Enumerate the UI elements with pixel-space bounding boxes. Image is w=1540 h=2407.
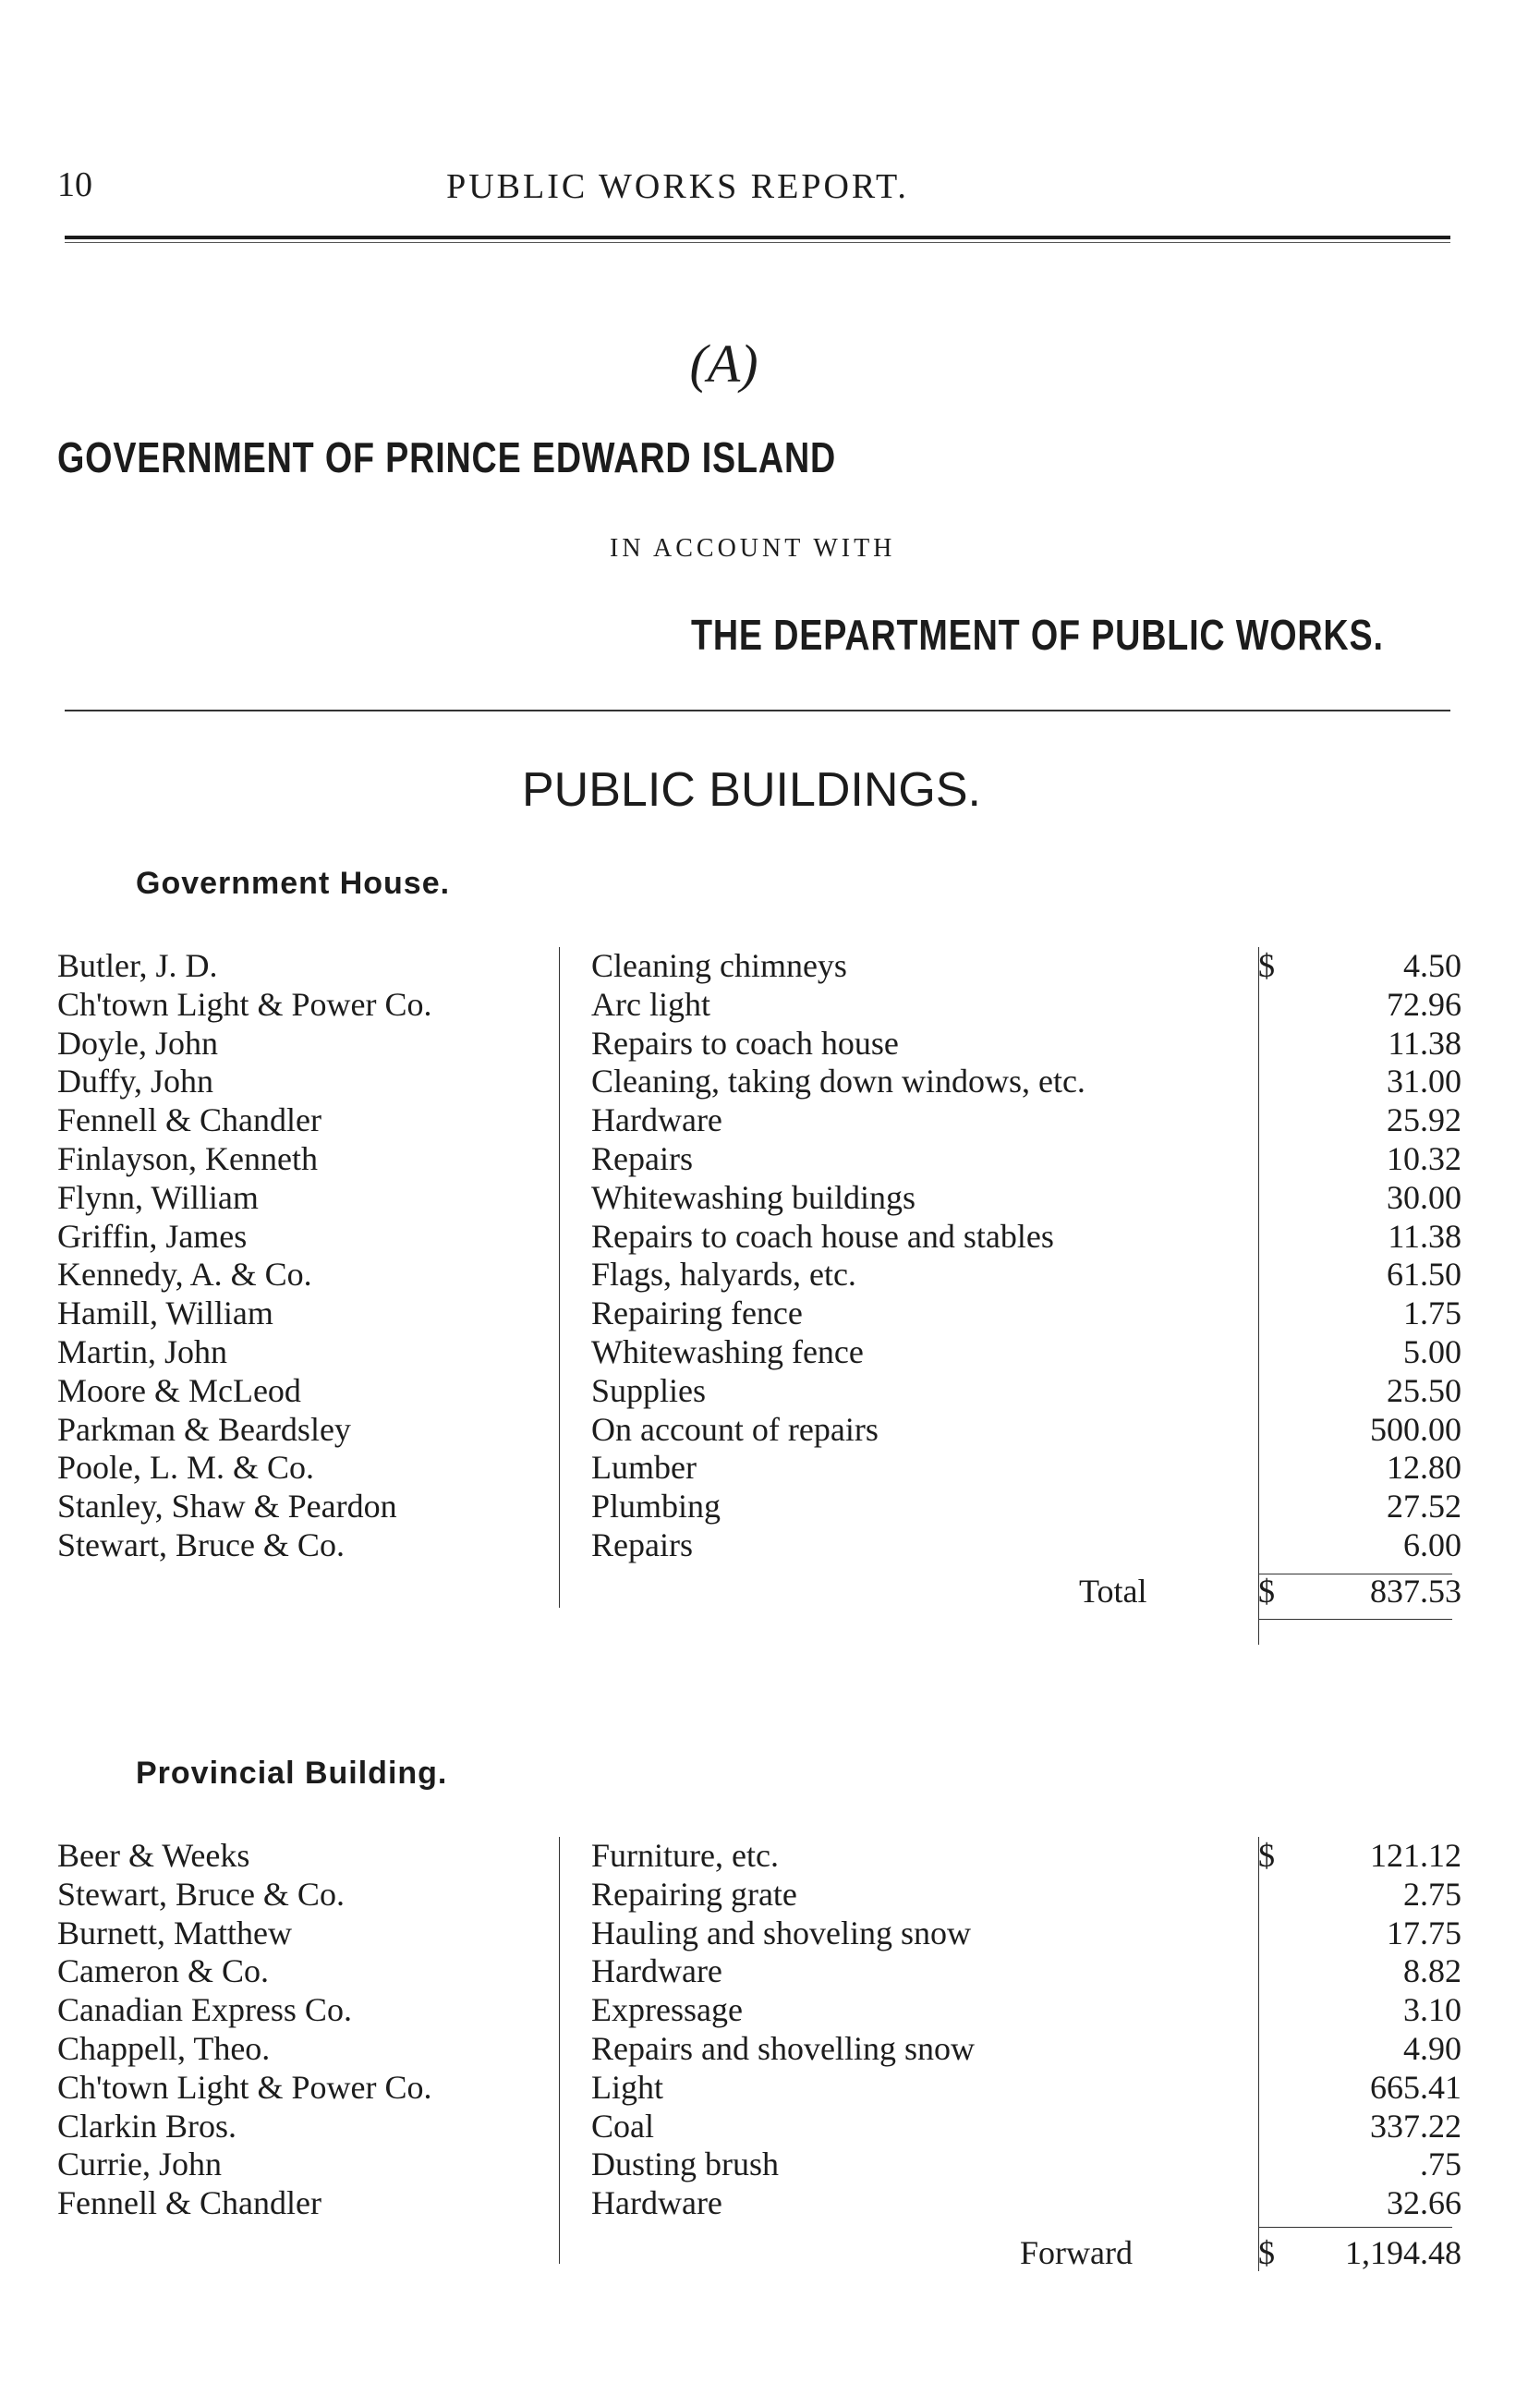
amount: 2.75: [1403, 1875, 1461, 1913]
item-description: Hardware: [591, 2184, 722, 2222]
table-row: [57, 1526, 1461, 1565]
table-row: [57, 1101, 1461, 1140]
provincial-building-table: [57, 1837, 1461, 2223]
payee-name: Canadian Express Co.: [57, 1991, 352, 2029]
payee-name: Fennell & Chandler: [57, 1101, 321, 1139]
item-description: Repairing grate: [591, 1875, 797, 1913]
table-row: [57, 947, 1461, 986]
item-description: Supplies: [591, 1371, 707, 1409]
table-row: [57, 1915, 1461, 1953]
amount: 12.80: [1387, 1449, 1461, 1487]
amount: 31.00: [1387, 1063, 1461, 1100]
amount: 500.00: [1370, 1410, 1461, 1448]
amount: 337.22: [1370, 2107, 1461, 2145]
table-row: [57, 1372, 1461, 1411]
amount: 32.66: [1387, 2184, 1461, 2222]
amount: 5.00: [1403, 1332, 1461, 1370]
amount: 30.00: [1387, 1178, 1461, 1216]
payee-name: Duffy, John: [57, 1063, 213, 1100]
forward-rule: [1258, 2227, 1452, 2228]
item-description: Repairs: [591, 1526, 693, 1563]
table-row: [57, 1991, 1461, 2030]
table-row: [57, 2069, 1461, 2108]
item-description: Hardware: [591, 1952, 722, 1990]
item-description: Arc light: [591, 985, 710, 1023]
table-row: [57, 1295, 1461, 1333]
header-rule-thin: [65, 242, 1450, 243]
item-description: On account of repairs: [591, 1410, 879, 1448]
item-description: Plumbing: [591, 1488, 721, 1526]
payee-name: Ch'town Light & Power Co.: [57, 985, 432, 1023]
amount: 11.38: [1388, 1217, 1461, 1255]
payee-name: Stanley, Shaw & Peardon: [57, 1488, 397, 1526]
payee-name: Martin, John: [57, 1332, 227, 1370]
payee-name: Doyle, John: [57, 1024, 218, 1062]
amount: 72.96: [1387, 985, 1461, 1023]
payee-name: Burnett, Matthew: [57, 1914, 292, 1951]
payee-name: Hamill, William: [57, 1295, 273, 1332]
in-account-with: IN ACCOUNT WITH: [610, 534, 896, 563]
amount: 3.10: [1403, 1991, 1461, 2029]
table-row: [57, 1333, 1461, 1372]
table-row: [57, 1140, 1461, 1179]
total-amount: 837.53: [1370, 1573, 1461, 1610]
table-row: [57, 1025, 1461, 1064]
table-row: [57, 2030, 1461, 2069]
table-row: [57, 986, 1461, 1025]
item-description: Expressage: [591, 1991, 743, 2029]
amount: 6.00: [1403, 1526, 1461, 1563]
table-row: [57, 2184, 1461, 2223]
payee-name: Moore & McLeod: [57, 1371, 301, 1409]
payee-name: Butler, J. D.: [57, 947, 218, 984]
dollar-sign: $: [1258, 1837, 1275, 1874]
payee-name: Ch'town Light & Power Co.: [57, 2068, 432, 2106]
item-description: Repairs to coach house: [591, 1024, 899, 1062]
item-description: Flags, halyards, etc.: [591, 1256, 856, 1294]
payee-name: Poole, L. M. & Co.: [57, 1449, 315, 1487]
amount: 10.32: [1387, 1139, 1461, 1177]
item-description: Whitewashing fence: [591, 1332, 864, 1370]
table-row: [57, 1411, 1461, 1450]
title-rule: [65, 710, 1450, 711]
forward-dollar: $: [1258, 2234, 1275, 2271]
table-row: [57, 1179, 1461, 1218]
payee-name: Cameron & Co.: [57, 1952, 269, 1990]
header-rule: [65, 236, 1450, 239]
amount: 4.90: [1403, 2029, 1461, 2067]
page-number: 10: [57, 165, 92, 204]
amount: 665.41: [1370, 2068, 1461, 2106]
item-description: Coal: [591, 2107, 654, 2145]
total-underline: [1258, 1619, 1452, 1620]
payee-name: Beer & Weeks: [57, 1837, 250, 1874]
amount: 4.50: [1403, 947, 1461, 984]
section-mark: (A): [689, 334, 758, 394]
forward-label: Forward: [1020, 2234, 1133, 2271]
payee-name: Parkman & Beardsley: [57, 1410, 351, 1448]
table-row: [57, 1837, 1461, 1876]
amount: 61.50: [1387, 1256, 1461, 1294]
provincial-building-heading: Provincial Building.: [136, 1756, 448, 1791]
forward-amount: 1,194.48: [1345, 2234, 1461, 2271]
item-description: Repairs to coach house and stables: [591, 1217, 1054, 1255]
item-description: Dusting brush: [591, 2146, 780, 2183]
table-row: [57, 1876, 1461, 1915]
item-description: Whitewashing buildings: [591, 1178, 916, 1216]
payee-name: Fennell & Chandler: [57, 2184, 321, 2222]
table-row: [57, 1449, 1461, 1488]
running-title: PUBLIC WORKS REPORT.: [446, 167, 909, 206]
total-dollar: $: [1258, 1573, 1275, 1610]
department-title: THE DEPARTMENT OF PUBLIC WORKS.: [691, 611, 1384, 659]
item-description: Cleaning, taking down windows, etc.: [591, 1063, 1085, 1100]
amount: 17.75: [1387, 1914, 1461, 1951]
payee-name: Stewart, Bruce & Co.: [57, 1526, 345, 1563]
amount: 25.92: [1387, 1101, 1461, 1139]
table-row: [57, 2108, 1461, 2146]
table-row: [57, 1063, 1461, 1101]
item-description: Hauling and shoveling snow: [591, 1914, 971, 1951]
table-row: [57, 1218, 1461, 1257]
item-description: Hardware: [591, 1101, 722, 1139]
total-label: Total: [1079, 1573, 1147, 1610]
section-title: PUBLIC BUILDINGS.: [521, 763, 982, 817]
payee-name: Clarkin Bros.: [57, 2107, 236, 2145]
payee-name: Griffin, James: [57, 1217, 248, 1255]
table-row: [57, 1256, 1461, 1295]
table-row: [57, 1952, 1461, 1991]
government-house-table: [57, 947, 1461, 1565]
item-description: Lumber: [591, 1449, 697, 1487]
government-house-heading: Government House.: [136, 866, 451, 901]
table-row: [57, 2146, 1461, 2184]
amount: 25.50: [1387, 1371, 1461, 1409]
government-title: GOVERNMENT OF PRINCE EDWARD ISLAND: [57, 433, 837, 481]
dollar-sign: $: [1258, 947, 1275, 984]
amount: 27.52: [1387, 1488, 1461, 1526]
item-description: Cleaning chimneys: [591, 947, 847, 984]
payee-name: Kennedy, A. & Co.: [57, 1256, 312, 1294]
item-description: Light: [591, 2068, 663, 2106]
payee-name: Finlayson, Kenneth: [57, 1139, 318, 1177]
amount: 11.38: [1388, 1024, 1461, 1062]
item-description: Furniture, etc.: [591, 1837, 779, 1874]
amount: 121.12: [1370, 1837, 1461, 1874]
payee-name: Currie, John: [57, 2146, 222, 2183]
amount: 1.75: [1403, 1295, 1461, 1332]
amount: 8.82: [1403, 1952, 1461, 1990]
item-description: Repairs and shovelling snow: [591, 2029, 975, 2067]
payee-name: Stewart, Bruce & Co.: [57, 1875, 345, 1913]
item-description: Repairing fence: [591, 1295, 803, 1332]
amount: .75: [1420, 2146, 1461, 2183]
item-description: Repairs: [591, 1139, 693, 1177]
table-row: [57, 1488, 1461, 1526]
payee-name: Chappell, Theo.: [57, 2029, 271, 2067]
payee-name: Flynn, William: [57, 1178, 259, 1216]
